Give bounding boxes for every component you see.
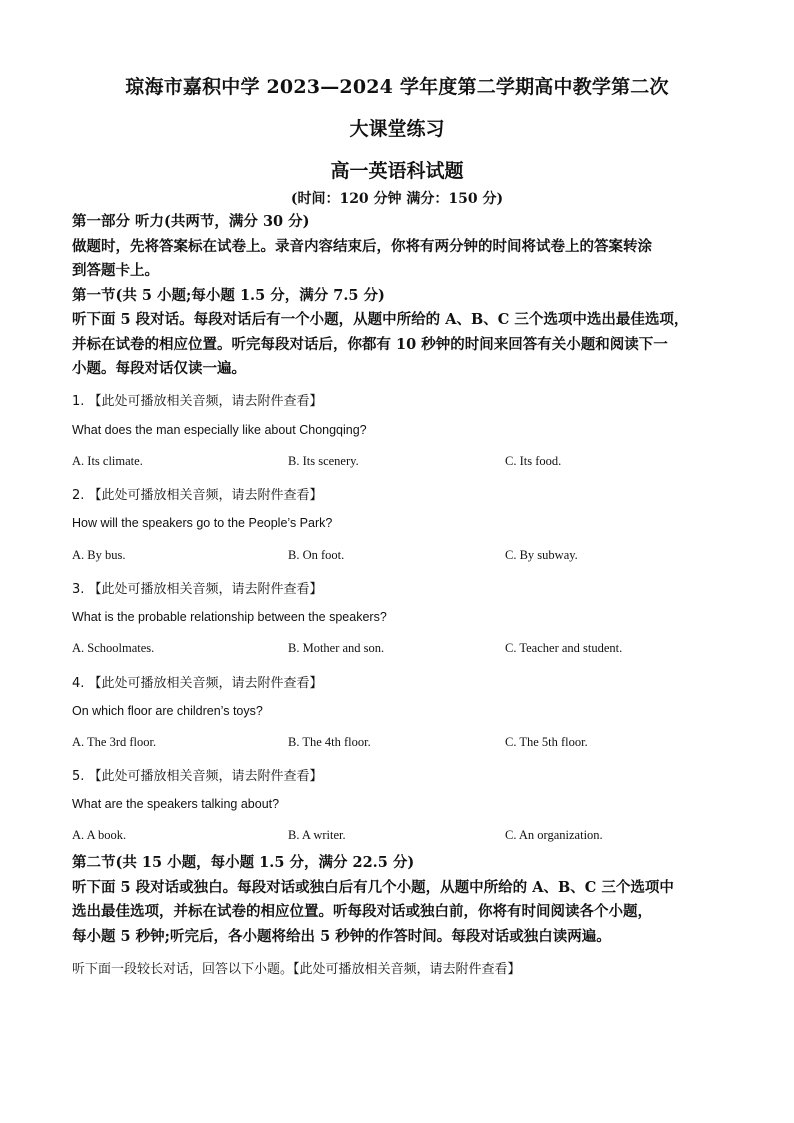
option-a[interactable]: A. Its climate. xyxy=(72,454,143,468)
part1-heading: 第一部分 听力(共两节，满分 30 分) xyxy=(72,213,310,230)
question-audio-label[interactable]: 2. 【此处可播放相关音频，请去附件查看】 xyxy=(72,488,323,503)
option-c[interactable]: C. Teacher and student. xyxy=(505,641,623,655)
exam-title-line2: 大课堂练习 xyxy=(349,118,445,140)
question-audio-label[interactable]: 1. 【此处可播放相关音频，请去附件查看】 xyxy=(72,394,323,409)
option-b[interactable]: B. Its scenery. xyxy=(288,454,359,468)
question-audio-label[interactable]: 4. 【此处可播放相关音频，请去附件查看】 xyxy=(72,676,323,691)
part1-instruction-line2: 到答题卡上。 xyxy=(72,262,159,279)
option-c[interactable]: C. The 5th floor. xyxy=(505,735,588,749)
part1-block xyxy=(72,210,726,382)
option-a[interactable]: A. The 3rd floor. xyxy=(72,735,157,749)
option-a[interactable]: A. A book. xyxy=(72,828,127,842)
part1-instruction-line1: 做题时，先将答案标在试卷上。录音内容结束后，你将有两分钟的时间将试卷上的答案转涂 xyxy=(72,237,652,255)
question-text: How will the speakers go to the People’s Park? xyxy=(72,516,333,530)
question-text: What does the man especially like about Chongqing? xyxy=(72,423,367,437)
section2-line1: 听下面 5 段对话或独白。每段对话或独白后有几个小题，从题中所给的 A、B、C 三个选项中 xyxy=(72,878,674,896)
question-text: On which floor are children’s toys? xyxy=(72,704,263,718)
closing-instruction[interactable]: 听下面一段较长对话，回答以下小题。【此处可播放相关音频，请去附件查看】 xyxy=(72,962,521,977)
question-text: What is the probable relationship between the speakers? xyxy=(72,610,387,624)
option-c[interactable]: C. By subway. xyxy=(505,548,578,562)
option-c[interactable]: C. Its food. xyxy=(505,454,562,468)
section2-heading: 第二节(共 15 小题，每小题 1.5 分，满分 22.5 分) xyxy=(72,854,415,871)
option-b[interactable]: B. A writer. xyxy=(288,828,346,842)
exam-title: 琼海市嘉积中学 2023—2024 学年度第二学期高中教学第二次 xyxy=(125,76,669,98)
section1-line2: 并标在试卷的相应位置。听完每段对话后，你都有 10 秒钟的时间来回答有关小题和阅读下一 xyxy=(72,335,668,353)
section1-line3: 小题。每段对话仅读一遍。 xyxy=(72,360,246,377)
option-a[interactable]: A. By bus. xyxy=(72,548,126,562)
option-c[interactable]: C. An organization. xyxy=(505,828,603,842)
section1-heading: 第一节(共 5 小题;每小题 1.5 分，满分 7.5 分) xyxy=(72,286,385,304)
section2-line3: 每小题 5 秒钟;听完后，各小题将给出 5 秒钟的作答时间。每段对话或独白读两遍。 xyxy=(72,927,611,945)
question-audio-label[interactable]: 5. 【此处可播放相关音频，请去附件查看】 xyxy=(72,769,323,784)
section1-line1: 听下面 5 段对话。每段对话后有一个小题，从题中所给的 A、B、C 三个选项中选出最佳选项， xyxy=(72,311,689,328)
option-b[interactable]: B. The 4th floor. xyxy=(288,735,371,749)
option-a[interactable]: A. Schoolmates. xyxy=(72,641,155,655)
exam-time-info: (时间：120 分钟 满分：150 分) xyxy=(290,191,504,207)
question-audio-label[interactable]: 3. 【此处可播放相关音频，请去附件查看】 xyxy=(72,582,323,597)
option-b[interactable]: B. On foot. xyxy=(288,548,345,562)
section2-line2: 选出最佳选项，并标在试卷的相应位置。听每段对话或独白前，你将有时间阅读各个小题， xyxy=(72,903,652,920)
exam-subject: 高一英语科试题 xyxy=(330,160,464,182)
option-b[interactable]: B. Mother and son. xyxy=(288,641,385,655)
question-text: What are the speakers talking about? xyxy=(72,797,280,811)
section2-block xyxy=(72,851,726,949)
